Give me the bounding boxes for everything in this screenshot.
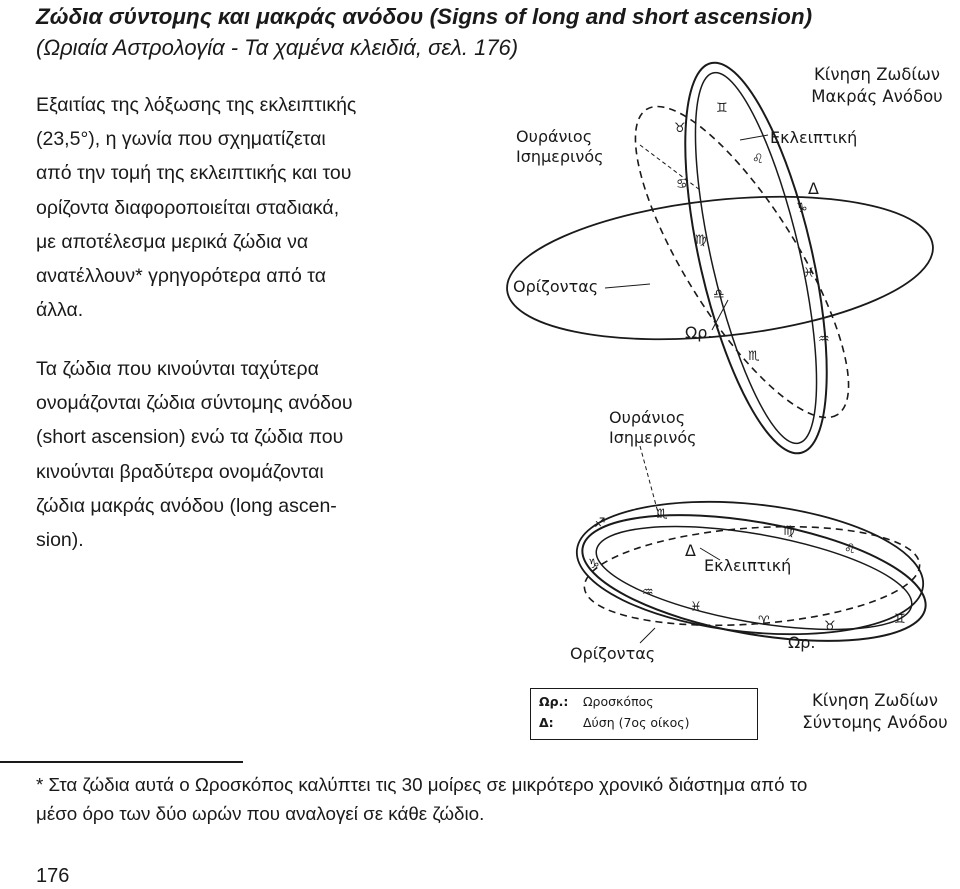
bottom-glyph-sagittarius: ♐ — [594, 516, 606, 531]
paragraph-line: Εξαιτίας της λόξωσης της εκλειπτικής — [36, 94, 357, 116]
paragraph-line: Τα ζώδια που κινούνται ταχύτερα — [36, 358, 319, 380]
bottom-glyph-aries: ♈ — [758, 614, 770, 629]
top-ecliptic-band-inner — [670, 63, 841, 453]
bottom-glyph-capricorn: ♑ — [588, 557, 600, 572]
legend-key: Ωρ.: — [539, 694, 569, 709]
top-ascendant-label: Ωρ. — [685, 323, 713, 342]
paragraph-line: (23,5°), η γωνία που σχηματίζεται — [36, 128, 326, 151]
top-glyph-leo: ♌ — [752, 152, 764, 167]
bottom-glyph-gemini: ♊ — [894, 612, 906, 627]
top-equator-label: Ουράνιος Ισημερινός — [516, 127, 604, 166]
bottom-ecliptic-band-outer — [573, 493, 935, 664]
footnote-line: μέσο όρο των δύο ωρών που αναλογεί σε κάθε ζώδιο. — [36, 803, 485, 824]
bottom-glyph-scorpio: ♏ — [656, 507, 668, 522]
top-glyph-aquarius: ♒ — [818, 332, 830, 347]
paragraph-line: (short ascension) ενώ τα ζώδια που — [36, 426, 344, 449]
paragraph-line: sion). — [36, 529, 84, 552]
bottom-equator-label: Ουράνιος Ισημερινός — [609, 408, 697, 447]
paragraph-line: ανατέλλουν* γρηγορότερα από τα — [36, 265, 326, 288]
footnote-line: * Στα ζώδια αυτά ο Ωροσκόπος καλύπτει τις 30 μοίρες σε μικρότερο χρονικό διάστημα από το — [36, 774, 808, 795]
top-glyph-capricorn: ♑ — [796, 201, 808, 216]
paragraph-line: ζώδια μακράς ανόδου (long ascen- — [36, 494, 337, 517]
top-glyph-libra: ♎ — [713, 287, 725, 302]
page-number: 176 — [36, 865, 70, 887]
top-glyph-cancer: ♋ — [676, 177, 688, 192]
footnote-rule — [0, 761, 243, 763]
bottom-glyph-leo: ♌ — [844, 542, 856, 557]
bottom-ascendant-label: Ωρ. — [788, 633, 816, 652]
top-title-line: Κίνηση Ζωδίων — [813, 65, 941, 84]
legend-value: Δύση (7ος οίκος) — [583, 715, 690, 730]
legend-row — [539, 694, 654, 709]
bottom-diagram — [570, 446, 935, 663]
paragraph-line: άλλα. — [36, 299, 84, 322]
bottom-ecliptic-label: Εκλειπτική — [704, 556, 792, 575]
top-horizon-ellipse — [500, 178, 940, 358]
top-diagram-title — [800, 64, 954, 108]
paragraph-line: κινούνται βραδύτερα ονομάζονται — [36, 460, 324, 483]
top-glyph-pisces: ♓ — [803, 266, 815, 281]
top-glyph-virgo: ♍ — [695, 233, 707, 248]
bottom-title-line: Σύντομης Ανόδου — [802, 713, 948, 732]
bottom-descendant-label: Δ — [685, 541, 696, 560]
top-glyph-taurus: ♉ — [674, 121, 686, 136]
paragraph-line: ονομάζονται ζώδια σύντομης ανόδου — [36, 392, 353, 415]
bottom-glyph-aquarius: ♒ — [642, 585, 654, 600]
bottom-title-line: Κίνηση Ζωδίων — [811, 691, 939, 710]
legend-row — [539, 715, 690, 730]
top-title-line: Μακράς Ανόδου — [811, 87, 943, 106]
bottom-glyph-pisces: ♓ — [690, 600, 702, 615]
top-ecliptic-band-outer — [656, 51, 858, 466]
page-title: Ζώδια σύντομης και μακράς ανόδου (Signs of long and short ascension) — [36, 4, 813, 29]
top-descendant-label: Δ — [808, 179, 819, 198]
legend-value: Ωροσκόπος — [583, 694, 654, 709]
bottom-glyph-virgo: ♍ — [783, 524, 795, 539]
paragraph-line: με αποτέλεσμα μερικά ζώδια να — [36, 230, 309, 253]
legend-key: Δ: — [539, 715, 554, 730]
bottom-glyph-taurus: ♉ — [824, 619, 836, 634]
paragraph-line: ορίζοντα διαφοροποιείται σταδιακά, — [36, 196, 340, 219]
paragraph-line: από την τομή της εκλειπτικής και του — [36, 162, 352, 185]
bottom-equator-ellipse — [581, 516, 923, 635]
top-glyph-gemini: ♊ — [716, 101, 728, 116]
page-subtitle: (Ωριαία Αστρολογία - Τα χαμένα κλειδιά, σελ. 176) — [36, 35, 519, 60]
top-horizon-label: Ορίζοντας — [513, 277, 599, 296]
bottom-diagram-title — [790, 690, 960, 734]
footnote — [36, 770, 951, 828]
bottom-horizon-label: Ορίζοντας — [570, 644, 656, 663]
legend-box — [530, 688, 758, 740]
top-ecliptic-label: Εκλειπτική — [770, 128, 858, 147]
top-glyph-scorpio: ♏ — [748, 349, 760, 364]
